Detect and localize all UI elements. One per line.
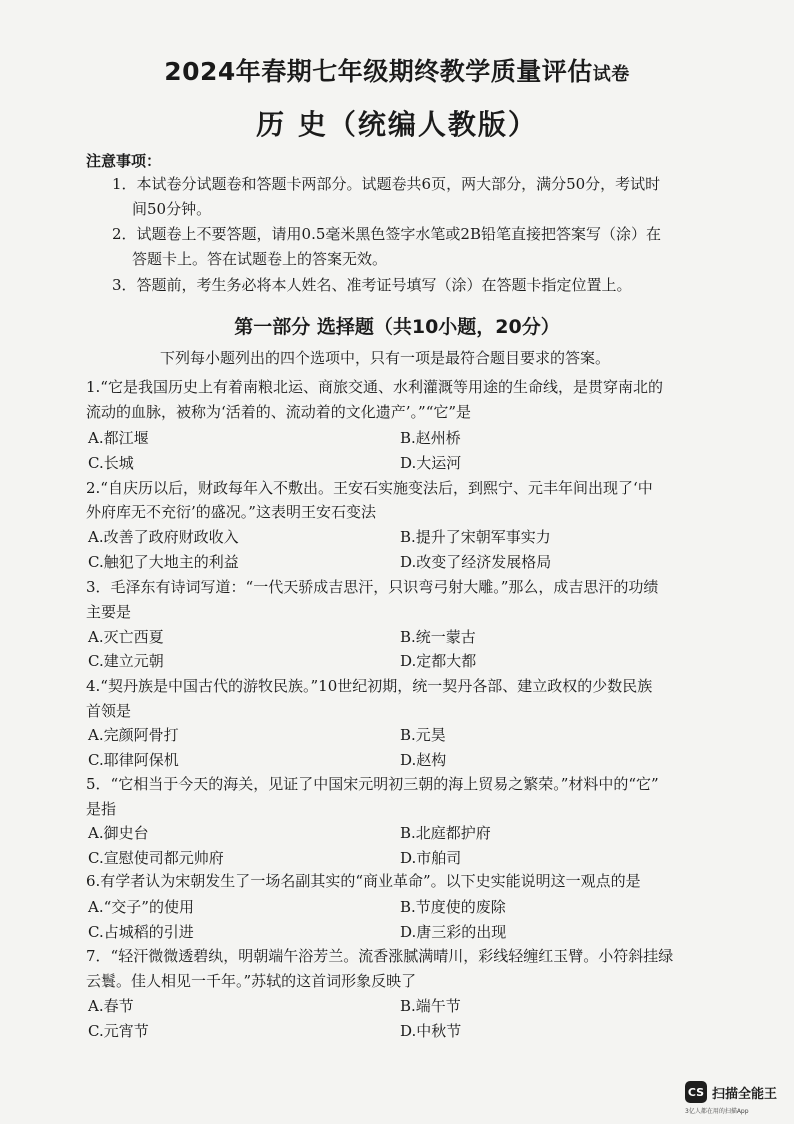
notes-heading: 注意事项： xyxy=(86,152,162,170)
exam-title xyxy=(0,52,794,88)
note-line-2: 间50分钟。 xyxy=(132,200,212,218)
note-line-4: 答题卡上。答在试题卷上的答案无效。 xyxy=(132,250,388,268)
question-4-option-c: C.耶律阿保机 xyxy=(88,751,179,769)
scanner-watermark xyxy=(685,1078,794,1118)
question-5-option-d: D.市舶司 xyxy=(400,849,462,867)
question-3-option-a: A.灭亡西夏 xyxy=(88,628,164,646)
question-1-stem-1: 1.“它是我国历史上有着南粮北运、商旅交通、水利灌溉等用途的生命线，是贯穿南北的 xyxy=(86,378,663,396)
question-7-option-c: C.元宵节 xyxy=(88,1022,149,1040)
scanner-app-tagline: 3亿人都在用的扫描App xyxy=(685,1108,749,1115)
question-4-stem-2: 首领是 xyxy=(86,702,132,720)
question-3-option-c: C.建立元朝 xyxy=(88,652,164,670)
question-7-stem-1: 7．“轻汗微微透碧纨，明朝端午浴芳兰。流香涨腻满晴川，彩线轻缠红玉臂。小符斜挂绿 xyxy=(86,947,674,965)
question-1-option-a: A.都江堰 xyxy=(88,429,149,447)
question-4-option-b: B.元昊 xyxy=(400,726,446,744)
question-2-option-a: A.改善了政府财政收入 xyxy=(88,528,239,546)
question-2-stem-2: 外府库无不充衍’的盛况。”这表明王安石变法 xyxy=(86,503,376,521)
note-line-1: 1．本试卷分试题卷和答题卡两部分。试题卷共6页，两大部分，满分50分，考试时 xyxy=(112,175,661,193)
question-7-option-d: D.中秋节 xyxy=(400,1022,462,1040)
question-4-option-d: D.赵构 xyxy=(400,751,447,769)
note-line-5: 3．答题前，考生务必将本人姓名、准考证号填写（涂）在答题卡指定位置上。 xyxy=(112,276,632,294)
question-5-stem-2: 是指 xyxy=(86,800,117,818)
subject-subtitle: 历 史（统编人教版） xyxy=(256,108,538,141)
question-1-option-d: D.大运河 xyxy=(400,454,462,472)
exam-title-main: 2024年春期七年级期终教学质量评估 xyxy=(164,57,593,86)
question-1-stem-2: 流动的血脉，被称为‘活着的、流动着的文化遗产’。”“它”是 xyxy=(86,403,472,421)
question-3-stem-2: 主要是 xyxy=(86,603,132,621)
question-1-option-b: B.赵州桥 xyxy=(400,429,461,447)
section-title: 第一部分 选择题（共10小题，20分） xyxy=(234,316,560,338)
question-4-stem-1: 4.“契丹族是中国古代的游牧民族。”10世纪初期，统一契丹各部、建立政权的少数民族 xyxy=(86,677,653,695)
question-2-option-b: B.提升了宋朝军事实力 xyxy=(400,528,551,546)
exam-title-suffix: 试卷 xyxy=(592,64,630,85)
note-line-3: 2．试题卷上不要答题，请用0.5毫米黑色签字水笔或2B铅笔直接把答案写（涂）在 xyxy=(112,225,661,243)
question-7-stem-2: 云鬟。佳人相见一千年。”苏轼的这首词形象反映了 xyxy=(86,972,417,990)
camscanner-logo-icon: CS xyxy=(685,1081,707,1103)
question-1-option-c: C.长城 xyxy=(88,454,134,472)
question-2-option-d: D.改变了经济发展格局 xyxy=(400,553,552,571)
question-6-stem-1: 6.有学者认为宋朝发生了一场名副其实的“商业革命”。以下史实能说明这一观点的是 xyxy=(86,872,641,890)
question-6-option-c: C.占城稻的引进 xyxy=(88,923,194,941)
question-3-option-b: B.统一蒙古 xyxy=(400,628,476,646)
question-2-option-c: C.触犯了大地主的利益 xyxy=(88,553,239,571)
question-5-stem-1: 5．“它相当于今天的海关，见证了中国宋元明初三朝的海上贸易之繁荣。”材料中的“它” xyxy=(86,775,659,793)
scanner-app-name: 扫描全能王 xyxy=(712,1087,778,1102)
question-3-stem-1: 3．毛泽东有诗词写道：“一代天骄成吉思汗，只识弯弓射大雕。”那么，成吉思汗的功绩 xyxy=(86,578,659,596)
question-7-option-b: B.端午节 xyxy=(400,997,461,1015)
question-6-option-a: A.“交子”的使用 xyxy=(88,898,194,916)
question-5-option-b: B.北庭都护府 xyxy=(400,824,491,842)
question-2-stem-1: 2.“自庆历以后，财政每年入不敷出。王安石实施变法后，到熙宁、元丰年间出现了‘中 xyxy=(86,479,653,497)
question-4-option-a: A.完颜阿骨打 xyxy=(88,726,179,744)
question-5-option-c: C.宣慰使司都元帅府 xyxy=(88,849,224,867)
section-intro: 下列每小题列出的四个选项中，只有一项是最符合题目要求的答案。 xyxy=(160,349,611,367)
question-3-option-d: D.定都大都 xyxy=(400,652,477,670)
question-6-option-b: B.节度使的废除 xyxy=(400,898,506,916)
question-6-option-d: D.唐三彩的出现 xyxy=(400,923,507,941)
question-5-option-a: A.御史台 xyxy=(88,824,149,842)
question-7-option-a: A.春节 xyxy=(88,997,134,1015)
